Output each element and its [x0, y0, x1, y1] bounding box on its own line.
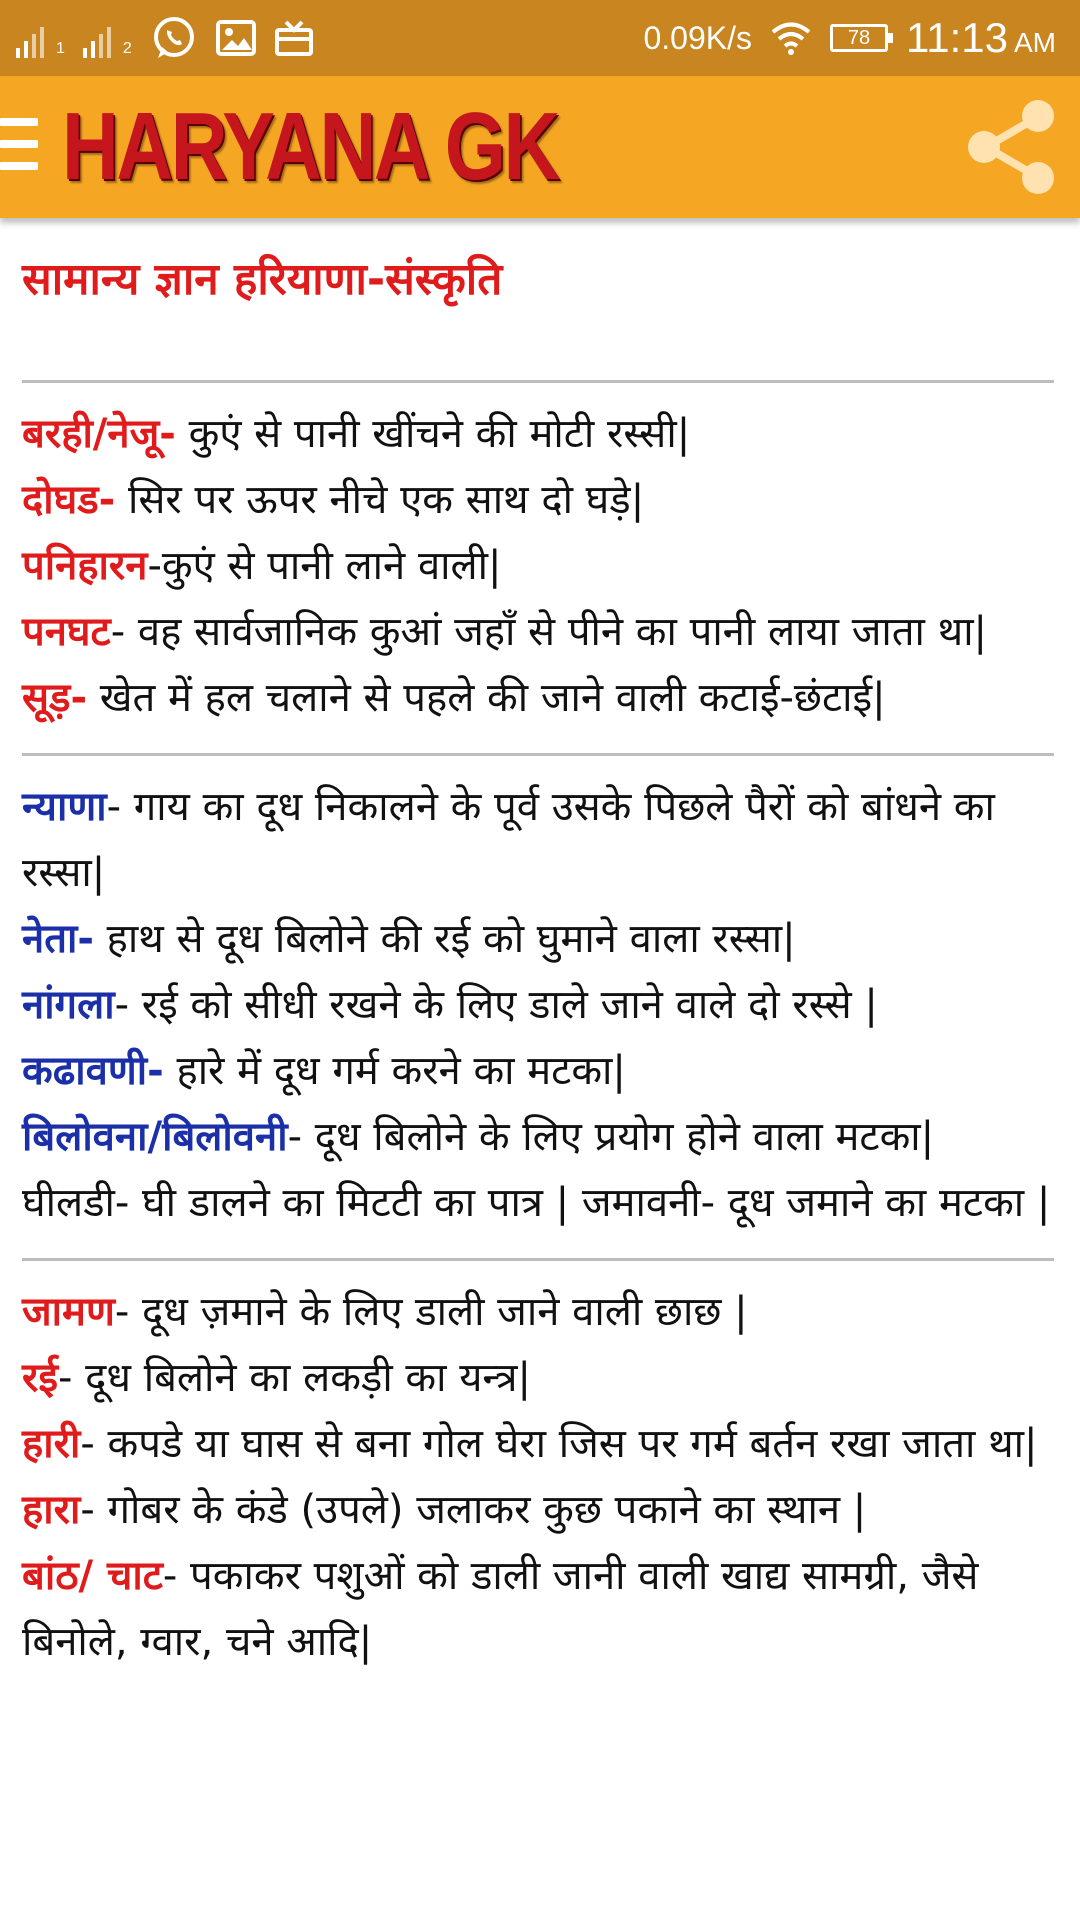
clock-time: 11:13: [906, 14, 1008, 61]
glossary-definition: खेत में हल चलाने से पहले की जाने वाली कटाई-छंटाई|: [87, 675, 886, 721]
glossary-definition: - दूध बिलोने का लकड़ी का यन्त्र|: [58, 1355, 531, 1401]
network-speed: 0.09K/s: [643, 19, 752, 56]
menu-icon[interactable]: [0, 118, 38, 178]
status-bar: [0, 0, 1080, 76]
glossary-definition: कुएं से पानी खींचने की मोटी रस्सी|: [175, 411, 691, 457]
glossary-definition: सिर पर ऊपर नीचे एक साथ दो घड़े|: [115, 477, 645, 523]
glossary-term: हारा: [22, 1487, 81, 1533]
glossary-definition: -कुएं से पानी लाने वाली|: [147, 543, 502, 589]
glossary-definition: - वह सार्वजानिक कुआं जहाँ से पीने का पानी लाया जाता था|: [110, 609, 988, 655]
signal-1-label: 1: [56, 40, 65, 57]
glossary-term: हारी: [22, 1421, 81, 1467]
battery-icon: 78: [830, 24, 888, 52]
glossary-term: रई: [22, 1355, 58, 1401]
glossary-entry: [22, 906, 1054, 972]
gift-icon: [274, 18, 314, 58]
glossary-term: पनघट: [22, 609, 111, 655]
signal-icon-2: [83, 18, 132, 58]
glossary-definition: - रई को सीधी रखने के लिए डाले जाने वाले दो रस्से |: [114, 982, 878, 1028]
status-bar-left: [0, 14, 314, 62]
sections-container: [22, 380, 1054, 1697]
glossary-entry: [22, 774, 1054, 906]
glossary-entry: [22, 665, 1054, 731]
glossary-definition: - गाय का दूध निकालने के पूर्व उसके पिछले पैरों को बांधने का रस्सा|: [22, 784, 995, 896]
glossary-term: जामण: [22, 1289, 115, 1335]
whatsapp-icon: [150, 14, 198, 62]
status-bar-right: [643, 14, 1080, 62]
glossary-entry: [22, 599, 1054, 665]
glossary-definition: - पकाकर पशुओं को डाली जानी वाली खाद्य सामग्री, जैसे बिनोले, ग्वार, चने आदि|: [22, 1553, 979, 1665]
glossary-entry: [22, 1345, 1054, 1411]
glossary-definition: - गोबर के कंडे (उपले) जलाकर कुछ पकाने का स्थान |: [80, 1487, 867, 1533]
glossary-term: सूड़-: [22, 675, 88, 721]
glossary-entry: [22, 1038, 1054, 1104]
glossary-section: [22, 383, 1054, 753]
glossary-definition: - दूध बिलोने के लिए प्रयोग होने वाला मटका| घीलडी- घी डालने का मिटटी का पात्र | जमावनी- दूध जमाने का मटका |: [22, 1114, 1051, 1226]
glossary-term: नेता-: [22, 916, 94, 962]
glossary-term: बांठ/ चाट: [22, 1553, 163, 1599]
glossary-entry: [22, 533, 1054, 599]
glossary-term: बरही/नेजू-: [22, 411, 176, 457]
glossary-entry: [22, 1477, 1054, 1543]
glossary-section: [22, 756, 1054, 1258]
glossary-definition: - दूध ज़माने के लिए डाली जाने वाली छाछ |: [114, 1289, 748, 1335]
clock: [906, 14, 1056, 62]
glossary-entry: [22, 467, 1054, 533]
glossary-term: न्याणा: [22, 784, 107, 830]
page-title: सामान्य ज्ञान हरियाणा-संस्कृति: [22, 254, 503, 305]
glossary-entry: [22, 1543, 1054, 1675]
glossary-term: दोघड-: [22, 477, 116, 523]
article-content: [22, 218, 1054, 1697]
glossary-definition: हारे में दूध गर्म करने का मटका|: [163, 1048, 626, 1094]
glossary-term: बिलोवना/बिलोवनी: [22, 1114, 288, 1160]
glossary-term: कढावणी-: [22, 1048, 164, 1094]
glossary-definition: - कपडे या घास से बना गोल घेरा जिस पर गर्म बर्तन रखा जाता था|: [80, 1421, 1038, 1467]
app-title: HARYANA GK: [62, 93, 558, 200]
app-bar: [0, 76, 1080, 218]
wifi-icon: [770, 21, 812, 55]
signal-icon-1: [16, 18, 65, 58]
glossary-definition: हाथ से दूध बिलोने की रई को घुमाने वाला रस्सा|: [93, 916, 796, 962]
glossary-entry: [22, 401, 1054, 467]
share-icon[interactable]: [960, 96, 1062, 198]
clock-ampm: AM: [1014, 27, 1056, 58]
signal-2-label: 2: [122, 40, 132, 57]
glossary-term: नांगला: [22, 982, 115, 1028]
glossary-entry: [22, 1411, 1054, 1477]
glossary-entry: [22, 1104, 1054, 1236]
glossary-entry: [22, 1279, 1054, 1345]
glossary-entry: [22, 972, 1054, 1038]
glossary-section: [22, 1261, 1054, 1697]
glossary-term: पनिहारन: [22, 543, 148, 589]
gallery-icon: [216, 18, 256, 58]
